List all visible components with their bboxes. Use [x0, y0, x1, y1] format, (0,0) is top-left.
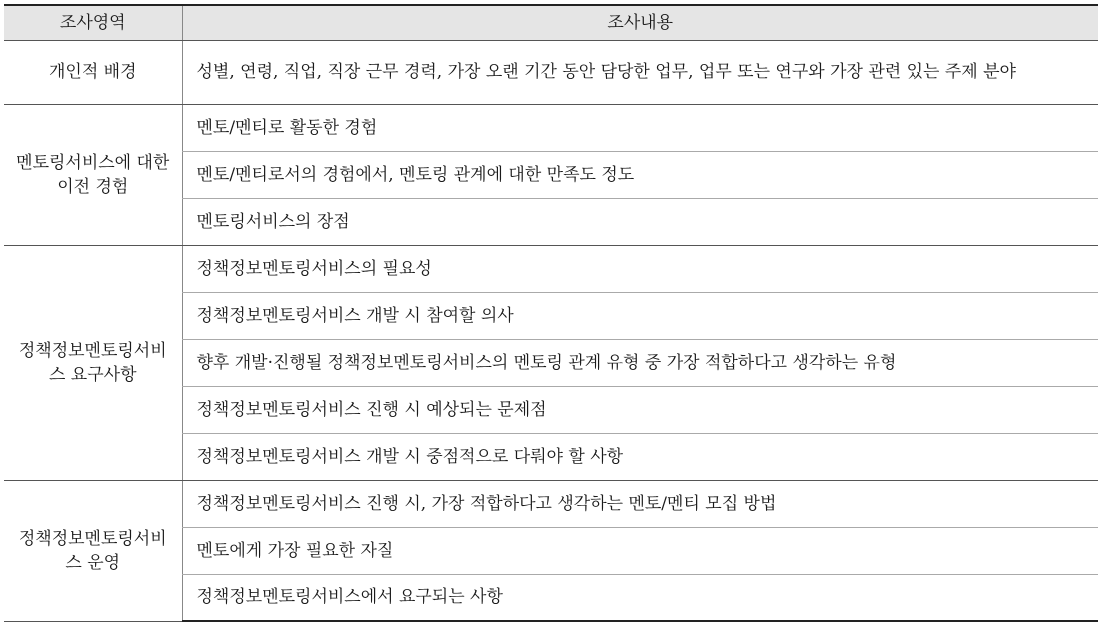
survey-content-cell: 향후 개발·진행될 정책정보멘토링서비스의 멘토링 관계 유형 중 가장 적합하다고 생각하는 유형 [182, 339, 1098, 386]
survey-content-cell: 정책정보멘토링서비스 진행 시, 가장 적합하다고 생각하는 멘토/멘티 모집 방법 [182, 480, 1098, 527]
table-row [4, 480, 1098, 527]
survey-content-cell: 정책정보멘토링서비스 진행 시 예상되는 문제점 [182, 386, 1098, 433]
survey-content-cell: 정책정보멘토링서비스 개발 시 참여할 의사 [182, 292, 1098, 339]
survey-area-cell: 정책정보멘토링서비스 요구사항 [4, 245, 182, 480]
survey-table [4, 4, 1098, 622]
survey-content-cell: 정책정보멘토링서비스의 필요성 [182, 245, 1098, 292]
survey-content-cell: 성별, 연령, 직업, 직장 근무 경력, 가장 오랜 기간 동안 담당한 업무, 업무 또는 연구와 가장 관련 있는 주제 분야 [182, 40, 1098, 104]
survey-area-cell: 멘토링서비스에 대한 이전 경험 [4, 104, 182, 245]
header-area: 조사영역 [4, 5, 182, 40]
table-header [4, 5, 1098, 40]
survey-content-cell: 멘토/멘티로 활동한 경험 [182, 104, 1098, 151]
table-row [4, 245, 1098, 292]
table-body [4, 40, 1098, 621]
table-row [4, 104, 1098, 151]
survey-content-cell: 정책정보멘토링서비스 개발 시 중점적으로 다뤄야 할 사항 [182, 433, 1098, 480]
table-row [4, 40, 1098, 104]
survey-content-cell: 정책정보멘토링서비스에서 요구되는 사항 [182, 574, 1098, 621]
survey-content-cell: 멘토/멘티로서의 경험에서, 멘토링 관계에 대한 만족도 정도 [182, 151, 1098, 198]
survey-content-cell: 멘토링서비스의 장점 [182, 198, 1098, 245]
survey-content-cell: 멘토에게 가장 필요한 자질 [182, 527, 1098, 574]
survey-area-cell: 정책정보멘토링서비스 운영 [4, 480, 182, 621]
header-content: 조사내용 [182, 5, 1098, 40]
survey-area-cell: 개인적 배경 [4, 40, 182, 104]
header-row [4, 5, 1098, 40]
